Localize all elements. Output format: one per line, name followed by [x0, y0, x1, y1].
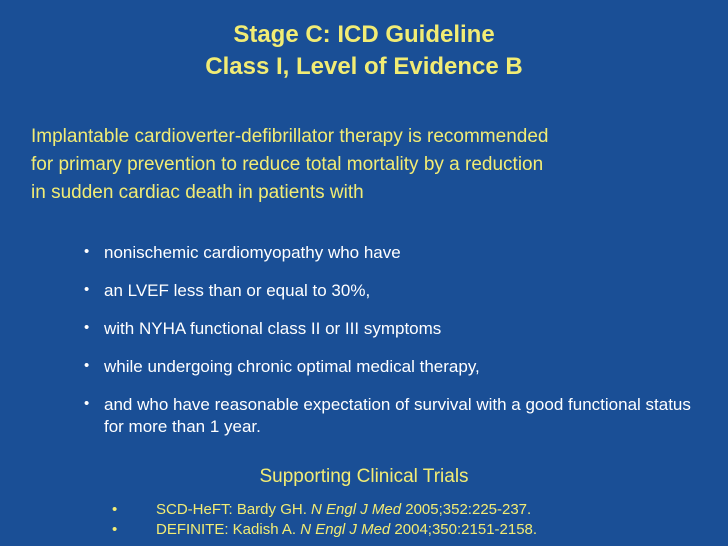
intro-line-2: for primary prevention to reduce total mortality by a reduction — [31, 154, 544, 175]
criteria-text: with NYHA functional class II or III symptoms — [104, 319, 442, 338]
slide-title — [0, 19, 728, 83]
reference-item — [112, 500, 712, 520]
criteria-text: an LVEF less than or equal to 30%, — [104, 281, 371, 300]
list-item — [84, 242, 714, 264]
reference-journal: N Engl J Med — [300, 521, 391, 538]
title-line-1: Stage C: ICD Guideline — [233, 21, 495, 48]
bullet-icon: • — [84, 357, 90, 374]
reference-lead: SCD-HeFT: Bardy GH. — [156, 501, 312, 518]
intro-line-3: in sudden cardiac death in patients with — [31, 182, 364, 203]
criteria-text: while undergoing chronic optimal medical therapy, — [104, 357, 480, 376]
bullet-icon: • — [112, 501, 118, 518]
trials-reference-list — [112, 500, 712, 540]
intro-line-1: Implantable cardioverter-defibrillator therapy is recommended — [31, 126, 549, 147]
criteria-text: nonischemic cardiomyopathy who have — [104, 243, 401, 262]
bullet-icon: • — [84, 281, 90, 298]
reference-lead: DEFINITE: Kadish A. — [156, 521, 301, 538]
bullet-icon: • — [84, 319, 90, 336]
reference-citation: 2005;352:225-237. — [401, 501, 532, 518]
bullet-icon: • — [84, 243, 90, 260]
list-item — [84, 280, 714, 302]
bullet-icon: • — [112, 521, 118, 538]
reference-citation: 2004;350:2151-2158. — [390, 521, 538, 538]
list-item — [84, 394, 714, 438]
criteria-list — [84, 242, 714, 438]
list-item — [84, 356, 714, 378]
trials-heading: Supporting Clinical Trials — [259, 466, 469, 487]
intro-paragraph — [31, 123, 721, 207]
criteria-text: and who have reasonable expectation of survival with a good functional status for more than 1 year. — [104, 395, 691, 436]
reference-item — [112, 520, 712, 540]
bullet-icon: • — [84, 395, 90, 412]
list-item — [84, 318, 714, 340]
reference-journal: N Engl J Med — [311, 501, 402, 518]
title-line-2: Class I, Level of Evidence B — [205, 53, 523, 80]
